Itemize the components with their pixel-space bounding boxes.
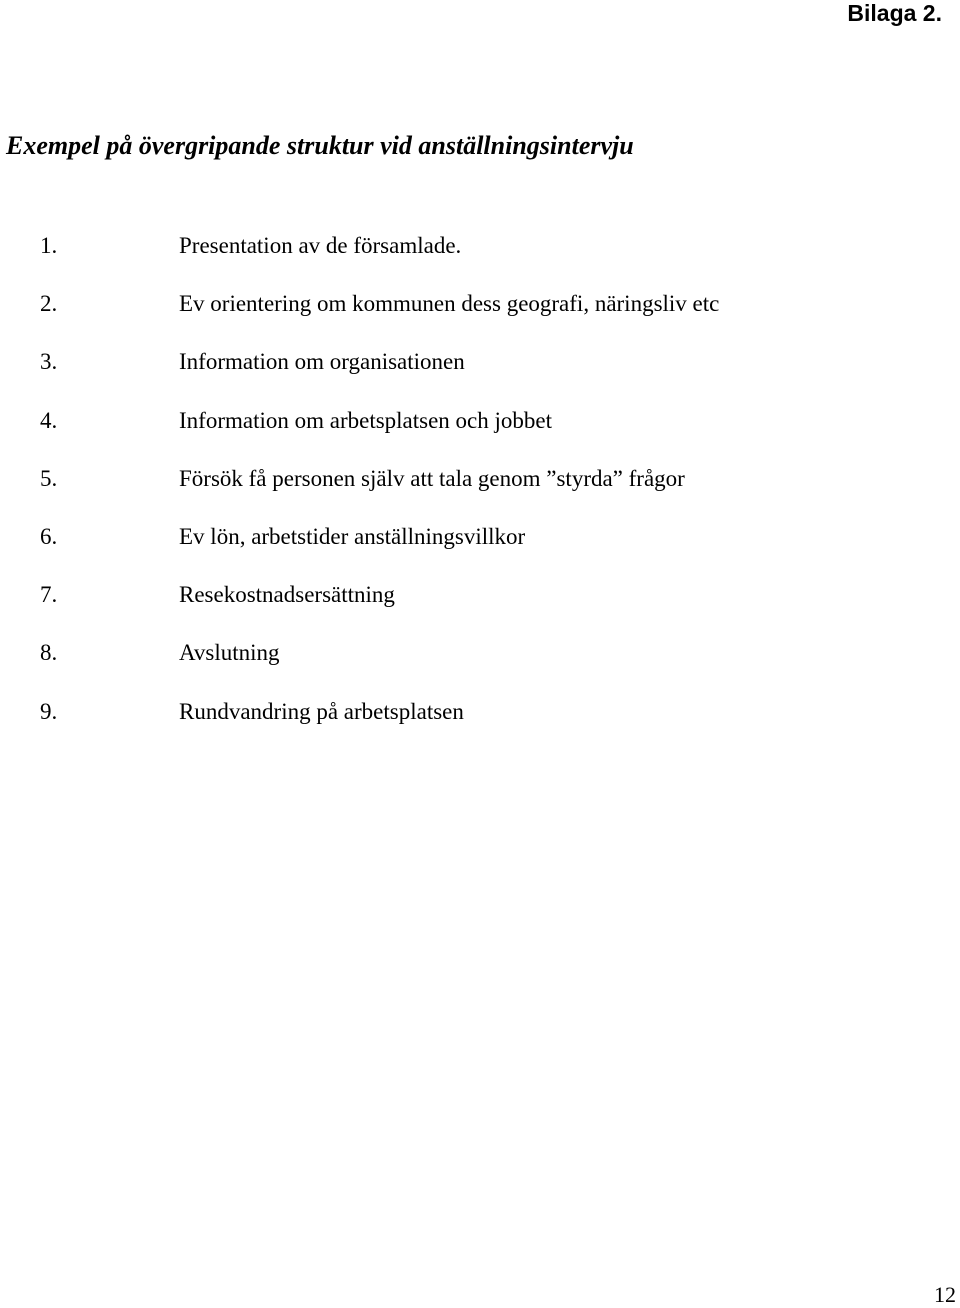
list-item-text: Ev lön, arbetstider anställningsvillkor [179,523,526,549]
list-item-number: 4. [40,407,58,433]
list-item-text: Försök få personen själv att tala genom ”styrda” frågor [179,465,685,491]
list-item-number: 2. [40,291,58,317]
list-item-number: 8. [40,640,58,666]
list-item-text: Resekostnadsersättning [179,582,395,608]
list-item-number: 6. [40,523,58,549]
list-item-text: Presentation av de församlade. [179,233,462,258]
list-item-number: 7. [40,582,58,608]
list-item-text: Information om organisationen [179,349,465,375]
list-item-number: 3. [40,349,58,375]
list-item-number: 5. [40,465,58,491]
appendix-label: Bilaga 2. [847,0,942,26]
list-item-text: Rundvandring på arbetsplatsen [179,698,464,724]
page-number: 12 [934,1282,956,1307]
list-item-number: 9. [40,698,58,724]
list-item-text: Ev orientering om kommunen dess geografi, näringsliv etc [179,291,720,317]
document-title: Exempel på övergripande struktur vid anställningsintervju [6,131,634,160]
list-item-text: Avslutning [179,640,280,666]
list-item-number: 1. [40,233,58,258]
list-item-text: Information om arbetsplatsen och jobbet [179,407,553,433]
